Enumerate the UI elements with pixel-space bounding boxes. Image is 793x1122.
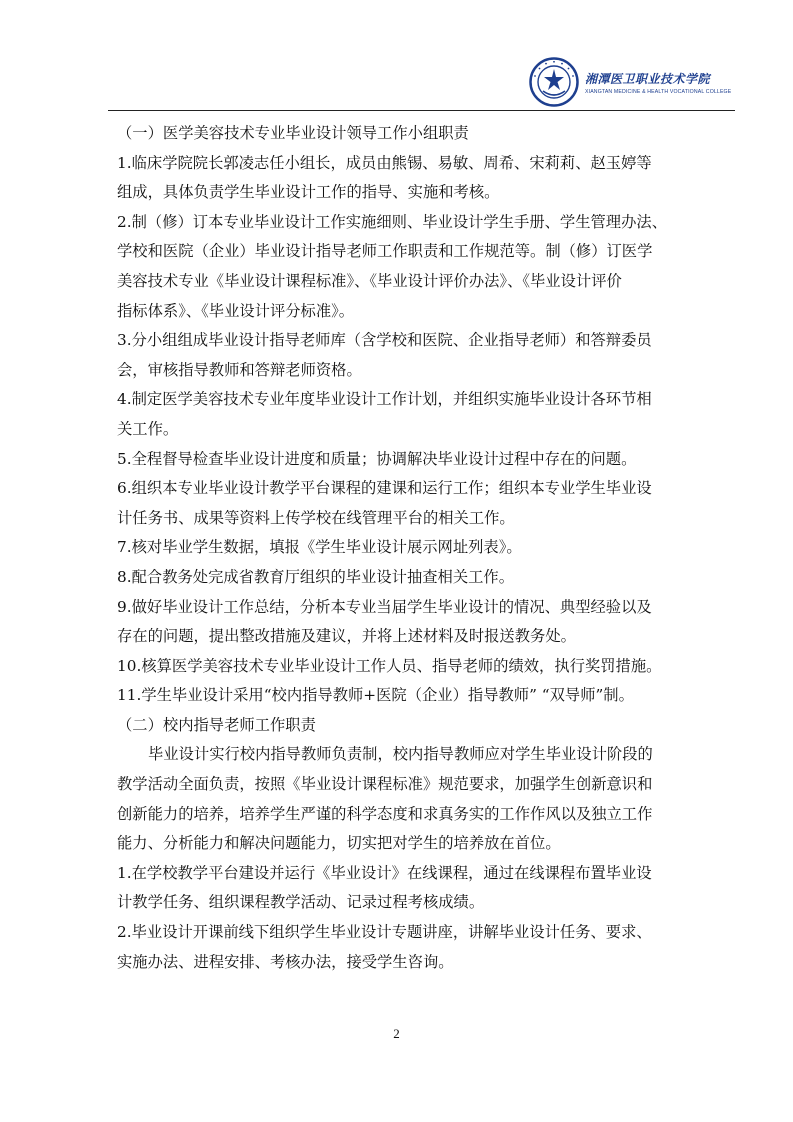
- text-line: 2.毕业设计开课前线下组织学生毕业设计专题讲座，讲解毕业设计任务、要求、: [117, 923, 652, 942]
- text-line: 7.核对毕业学生数据，填报《学生毕业设计展示网址列表》。: [117, 538, 522, 557]
- header-divider: [108, 110, 735, 111]
- text-line: 10.核算医学美容技术专业毕业设计工作人员、指导老师的绩效，执行奖罚措施。: [117, 656, 662, 675]
- text-line: 1.临床学院院长郭凌志任小组长，成员由熊锡、易敏、周希、宋莉莉、赵玉婷等: [117, 153, 652, 172]
- text-line: 学校和医院（企业）毕业设计指导老师工作职责和工作规范等。制（修）订医学: [117, 242, 653, 261]
- text-line: 会，审核指导教师和答辩老师资格。: [117, 360, 362, 379]
- text-line: 计教学任务、组织课程教学活动、记录过程考核成绩。: [117, 893, 485, 912]
- text-line: 教学活动全面负责，按照《毕业设计课程标准》规范要求，加强学生创新意识和: [117, 775, 653, 794]
- text-line: 3.分小组组成毕业设计指导老师库（含学校和医院、企业指导老师）和答辩委员: [117, 331, 652, 350]
- college-seal-icon: [529, 57, 579, 107]
- text-line: 创新能力的培养，培养学生严谨的科学态度和求真务实的工作作风以及独立工作: [117, 804, 653, 823]
- text-line: 毕业设计实行校内指导教师负责制，校内指导教师应对学生毕业设计阶段的: [148, 745, 653, 764]
- text-line: 指标体系》、《毕业设计评分标准》。: [117, 301, 355, 320]
- page-number: 2: [393, 1026, 400, 1041]
- text-line: 实施办法、进程安排、考核办法，接受学生咨询。: [117, 952, 454, 971]
- logo-chinese-name: 湘潭医卫职业技术学院: [585, 71, 711, 86]
- college-logo: [529, 56, 735, 108]
- text-line: 4.制定医学美容技术专业年度毕业设计工作计划，并组织实施毕业设计各环节相: [117, 390, 652, 409]
- page-header: [108, 56, 735, 108]
- text-line: 11.学生毕业设计采用“校内指导教师+医院（企业）指导教师” “双导师”制。: [117, 686, 634, 705]
- text-line: 美容技术专业《毕业设计课程标准》、《毕业设计评价办法》、《毕业设计评价: [117, 271, 622, 290]
- text-line: 5.全程督导检查毕业设计进度和质量；协调解决毕业设计过程中存在的问题。: [117, 449, 637, 468]
- text-line: 能力、分析能力和解决问题能力，切实把对学生的培养放在首位。: [117, 834, 561, 853]
- text-line: 存在的问题，提出整改措施及建议，并将上述材料及时报送教务处。: [117, 627, 576, 646]
- text-line: 6.组织本专业毕业设计教学平台课程的建课和运行工作；组织本专业学生毕业设: [117, 479, 652, 498]
- text-line: 9.做好毕业设计工作总结，分析本专业当届学生毕业设计的情况、典型经验以及: [117, 597, 652, 616]
- text-line: 2.制（修）订本专业毕业设计工作实施细则、毕业设计学生手册、学生管理办法、: [117, 212, 667, 231]
- document-body: [117, 119, 693, 977]
- section-heading: （二）校内指导老师工作职责: [117, 715, 316, 734]
- text-line: 8.配合教务处完成省教育厅组织的毕业设计抽查相关工作。: [117, 567, 515, 586]
- text-line: 计任务书、成果等资料上传学校在线管理平台的相关工作。: [117, 508, 515, 527]
- text-line: 关工作。: [117, 419, 179, 438]
- logo-english-name: XIANGTAN MEDICINE & HEALTH VOCATIONAL COLLEGE: [585, 88, 732, 95]
- section-heading: （一）医学美容技术专业毕业设计领导工作小组职责: [117, 124, 469, 142]
- text-line: 组成，具体负责学生毕业设计工作的指导、实施和考核。: [117, 183, 500, 202]
- text-line: 1.在学校教学平台建设并运行《毕业设计》在线课程，通过在线课程布置毕业设: [117, 863, 652, 882]
